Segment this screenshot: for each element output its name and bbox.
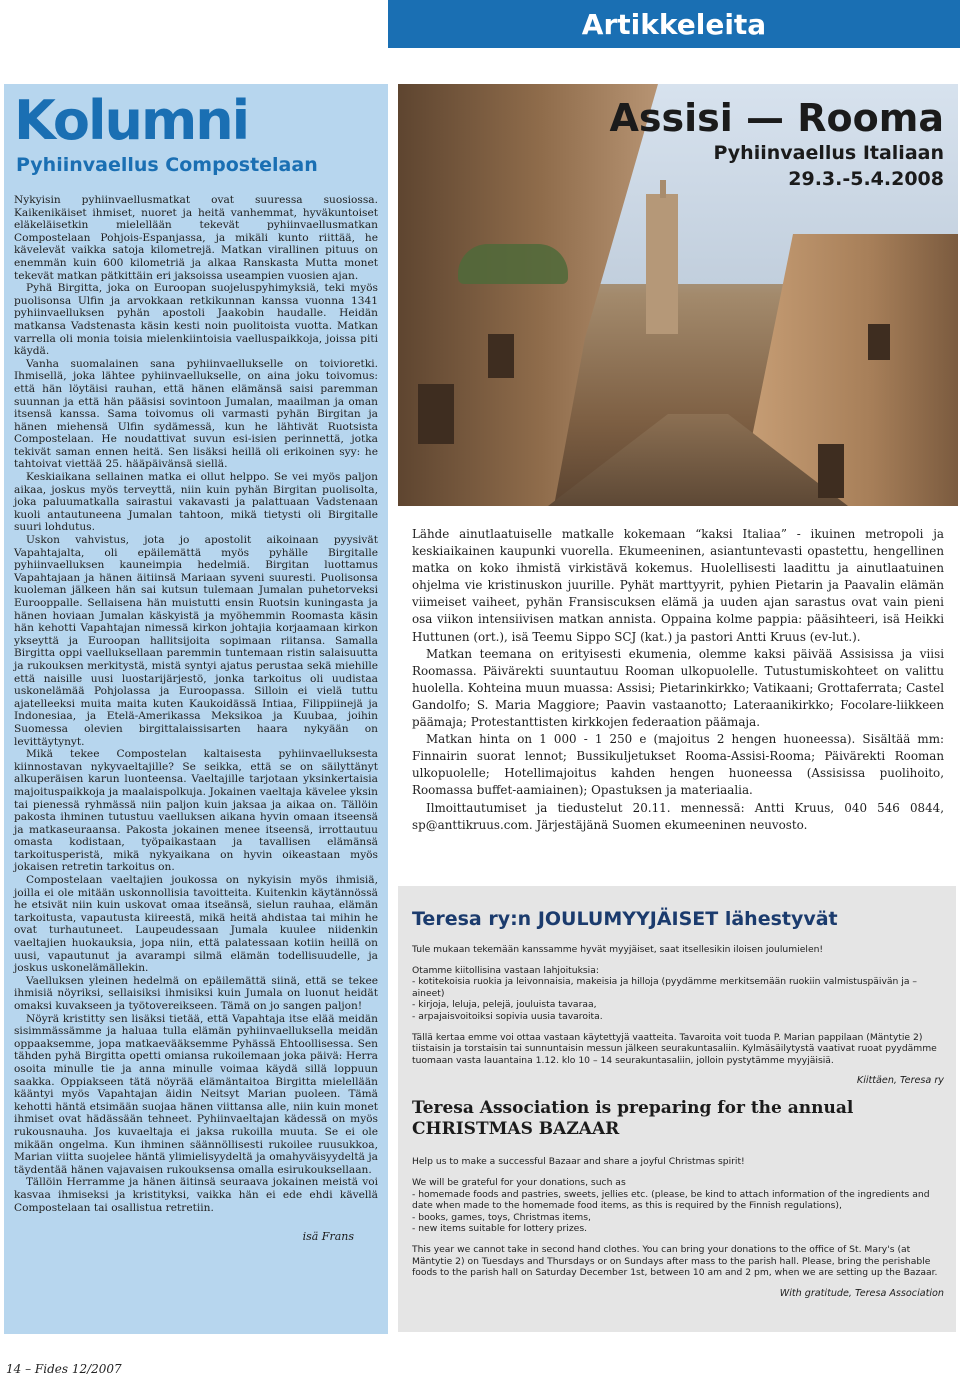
teresa-en-list-intro: We will be grateful for your donations, such as <box>412 1176 626 1188</box>
teresa-en-signature: With gratitude, Teresa Association <box>779 1287 944 1299</box>
trip-dates: 29.3.-5.4.2008 <box>788 168 944 190</box>
article-paragraph: Matkan teemana on erityisesti ekumenia, olemme kaksi päivää Assisissa ja viisi Roomassa. Päivärekti suuntautuu Rooman ulkopuolelle. Tutustumiskohteet on valittu huolella. Kohteina muun muassa: Assisi; Pietarinkirkko; Vatikaani; Grottaferrata; Castel Gandolfo; S. Maria Maggiore; Paavin vastaanotto; Lateraanikirkko; Focolare-liikkeen päämaja; Protestanttisten kirkkojen federaation päämaja. <box>412 646 944 730</box>
teresa-list-intro: Otamme kiitollisina vastaan lahjoituksia: <box>412 964 599 976</box>
column-paragraph: Nöyrä kristitty sen lisäksi tietää, että Vapahtaja itse elää meidän sisimmässämme ja haluaa tulla elämän pyhiinvaelluksella meidän oppaaksemme, jopa matkaevääksemme Pyhässä Ehtoollisessa. Sen tähden pyhä Birgitta opetti omiansa rukoilemaan joka päivä: Herra osoita minulle tie ja anna minulle voimaa käydä sillä loppuun saakka. Oppiakseen tätä nöyrää elämäntaitoa Birgitta mielellään kääntyi myös Vapahtajan äidin Neitsyt Marian puoleen. Tämä kehotti häntä etsimään suojaa hänen viittansa alle, niin kuin monet ihmiset ovat hädässään tehneet. Pyhiinvaeltajan kädessä on myös rukousnauha. Jos kuvaeltaja ei jaksa rukoilla muuta. Se ei ole mikään ongelma. Kun ihminen säännöllisesti rukoilee ruusukkoa, Marian viitta suojelee häntä ylimielisyydeltä ja omahyväisyydeltä ja täydentää hänen vajavaisen rukouksensa omalla esirukouksellaan. <box>14 1012 378 1176</box>
teresa-en-donation-list <box>412 1177 944 1235</box>
photo-tower-spire <box>660 180 666 198</box>
assisi-street-photo <box>398 84 958 506</box>
teresa-title: Teresa ry:n JOULUMYYJÄISET lähestyvät <box>412 908 838 930</box>
column-body <box>14 194 378 1214</box>
list-item: - kotitekoisia ruokia ja leivonnaisia, makeisia ja hilloja (pyydämme merkitsemään ruokiin valmistuspäivän ja –aineet) <box>412 976 917 999</box>
column-paragraph: Uskon vahvistus, jota jo apostolit aikoinaan pyysivät Vapahtajalta, oli epäilemättä myös pyhälle Birgitalle pyhiinvaelluksen kauneimpia hedelmiä. Birgitan luottamus Vapahtajaan ja hänen äitiinsä Mariaan syveni suuresti. Puolisonsa kuoleman jälkeen hän sai kutsun tulemaan Jumalan puhetorveksi Eurooppalle. Sellaisena hän muistutti ensin Ruotsin kuningasta ja hänen hoviaan Jumalan käskyistä ja myöhemmin Roomasta käsin hän kehotti Vapahtajan nimessä kirkon johtajia korjaamaan kirkon ykseyttä ja Euroopan hallitsijoita sopimaan riitansa. Samalla Birgitta oppi vaelluksellaan paremmin tuntemaan ristin salaisuutta ja rukouksen merkitystä, mistä syntyi ajatus perustaa sekä miehille että naisille uusi luostarijärjestö, jonka tarkoitus oli uudistaa uskonelämää Pohjolassa ja Euroopassa. Silloin ei vielä tuttu ajatelleeksi muita maita kuten Kaukoidässä Intiaa, Filippiinejä ja Indonesiaa, ja Etelä-Amerikassa Meksikoa ja Kuubaa, joihin Suomessa olevien birgittalaissisarten haara nykyään on levittäytynyt. <box>14 534 378 748</box>
photo-bell-tower <box>646 194 678 334</box>
teresa-en-note: This year we cannot take in second hand clothes. You can bring your donations to the office of St. Mary's (at Mäntytie 2) on Tuesdays and Thursdays or on Sundays after mass to the parish hall. Please, bring the perishable foods to the parish hall on Saturday December 1st, between 10 am and 2 pm, when we are setting up the Bazaar. <box>412 1243 938 1279</box>
header-bar <box>388 0 960 48</box>
teresa-bazaar-box <box>398 886 956 1332</box>
photo-flower-balcony <box>458 244 568 284</box>
column-paragraph: Mikä tekee Compostelan kaltaisesta pyhiinvaelluksesta kiinnostavan nykyvaeltajille? Se seikka, että se on säilyttänyt alkuperäisen karun luonteensa. Vaeltajille tarjotaan yksinkertaisia majoituspaikkoja ja maalaispolkuja. Jokainen vaeltaja kävelee yksin tai pienessä ryhmässä niin paljon kuin jaksaa ja aikaa on. Tällöin pakosta ihminen tutustuu vaelluksen aikana hyvin omaan itseensä ja matkaseuraansa. Pakosta jokainen menee itseensä, irrottautuu omasta kodistaan, työpaikastaan ja tavallisen elämänsä tarkoitusperistä, mikä nykyaikana on hyvin oikeastaan myös jokaisen retretin tarkoitus on. <box>14 748 378 874</box>
list-item: - arpajaisvoitoiksi sopivia uusia tavaroita. <box>412 1010 603 1022</box>
list-item: - books, games, toys, Christmas items, <box>412 1211 591 1223</box>
teresa-en-title: Teresa Association is preparing for the annual CHRISTMAS BAZAAR <box>412 1098 854 1140</box>
column-subtitle: Pyhiinvaellus Compostelaan <box>16 154 318 176</box>
column-paragraph: Vaelluksen yleinen hedelmä on epäilemättä siinä, että se tekee ihmisiä nöyriksi, sellaisiksi ihmisiksi kuin Jumala on luonut heidät omaksi kuvakseen ja työtovereikseen. Tämä on jo sangen paljon! <box>14 974 378 1012</box>
photo-window <box>488 334 514 378</box>
column-paragraph: Compostelaan vaeltajien joukossa on nykyisin myös ihmisiä, joilla ei ole mitään uskonnollisia tavoitteita. Kuitenkin käytännössä he etsivät niin kuin uskovat omaa itseänsä, sielun rauhaa, elämän tarkoitusta, vapautusta kiireestä, mikä heitä ahdistaa tai mihin he ovat turhautuneet. Laupeudessaan Jumala kuulee niidenkin vaeltajien huokauksia, jopa niin, että palatessaan kotiin heillä on uusi, vapautunut ja avarampi silmä elämän todellisuudelle, ja joskus uskonelämällekin. <box>14 874 378 975</box>
article-paragraph: Matkan hinta on 1 000 - 1 250 e (majoitus 2 hengen huoneessa). Sisältää mm: Finnairin suorat lennot; Bussikuljetukset Rooma-Assisi-Rooma; Päivärekti Rooman ulkopuolelle; Hotellimajoitus kahden hengen huoneessa (Assisissa puolihoito, Roomassa buffet-aamiainen); Opastuksen ja materiaalia. <box>412 732 944 798</box>
trip-subtitle: Pyhiinvaellus Italiaan <box>713 142 944 164</box>
column-panel <box>4 84 388 1334</box>
list-item: - kirjoja, leluja, pelejä, jouluista tavaraa, <box>412 999 597 1011</box>
trip-article <box>412 526 944 834</box>
section-title: Artikkeleita <box>581 8 767 41</box>
column-paragraph: Vanha suomalainen sana pyhiinvaellukselle on toivioretki. Ihmisellä, joka lähtee pyhiinvaellukselle, on aina joku toivomus: että hän löytäisi rauhan, että hänen elämänsä saisi paremman suunnan ja että hän pääsisi sovintoon Jumalan, maailman ja oman itsensä kanssa. Sama toivomus oli varmasti pyhän Birgitan ja hänen miehensä Ulfin sydämessä, kun he lähtivät Ruotsista Compostelaan. He noudattivat suvun esi-isien perinnettä, jotka tekivät saman ennen heitä. Sen lisäksi heillä oli erikoinen syy: he tahtoivat viettää 25. hääpäivänsä siellä. <box>14 357 378 471</box>
photo-doorway <box>818 444 844 498</box>
teresa-donation-list <box>412 965 944 1023</box>
column-paragraph: Tällöin Herramme ja hänen äitinsä seuraava jokainen meistä voi kasvaa ihmiseksi ja kristityksi, vaikka hän ei ede ehdi kävellä Compostelaan tai osallistua retretiin. <box>14 1176 378 1214</box>
teresa-note: Tällä kertaa emme voi ottaa vastaan käytettyjä vaatteita. Tavaroita voit tuoda P. Marian pappilaan (Mäntytie 2) tiistaisin ja torstaisin tai sunnuntaisin messun jälkeen seurakuntasaliin. Kylmäsäilytystä vaativat ruoat pyydämme tuomaan vasta lauantaina 1.12. klo 10 – 14 seurakuntasaliin, jolloin pystytämme myyjäisiä. <box>412 1031 937 1066</box>
page-footer: 14 – Fides 12/2007 <box>6 1362 122 1376</box>
teresa-intro: Tule mukaan tekemään kanssamme hyvät myyjäiset, saat itsellesikin iloisen joulumielen! <box>412 944 824 955</box>
teresa-en-intro: Help us to make a successful Bazaar and share a joyful Christmas spirit! <box>412 1156 745 1168</box>
column-title: Kolumni <box>14 89 249 152</box>
column-signature: isä Frans <box>302 1230 354 1244</box>
list-item: - new items suitable for lottery prizes. <box>412 1223 588 1235</box>
trip-title: Assisi — Rooma <box>609 96 944 140</box>
column-paragraph: Nykyisin pyhiinvaellusmatkat ovat suuressa suosiossa. Kaikenikäiset ihmiset, nuoret ja heitä vanhemmat, hyväkuntoiset eläkeläisetkin mielellään tekevät pyhiinvaellusmatkan Compostelaan Pohjois-Espanjassa, ja mikäli kunto riittää, he kävelevät vaikka satoja kilometrejä. Matkan virallinen pituus on enemmän kuin 600 kilometriä ja alkaa Ranskasta Mutta monet tekevät matkan pätkittäin eri jaksoissa useampien vuosien ajan. <box>14 194 378 282</box>
article-paragraph: Ilmoittautumiset ja tiedustelut 20.11. mennessä: Antti Kruus, 040 546 0844, sp@anttikruus.com. Järjestäjänä Suomen ekumeeninen neuvosto. <box>412 800 944 832</box>
column-paragraph: Pyhä Birgitta, joka on Euroopan suojeluspyhimyksiä, teki myös puolisonsa Ulfin ja arvokkaan retkikunnan kanssa vuonna 1341 pyhiinvaelluksen pyhän apostoli Jaakobin haudalle. Heidän matkansa Vadstenasta käsin kesti noin puolitoista vuotta. Matkan varrella oli monia toisia mielenkiintoisia vaelluspaikkoja, joissa piti käydä. <box>14 282 378 358</box>
article-paragraph: Lähde ainutlaatuiselle matkalle kokemaan “kaksi Italiaa” - ikuinen metropoli ja keskiaikainen kaupunki vuorella. Ekumeeninen, asiantuntevasti opastettu, hengellinen matka on koko ihmistä virkistävä kokemus. Huolellisesti laadittu ja ainutlaatuinen ohjelma vie kristinuskon juurille. Pyhät marttyyrit, pyhien Pietarin ja Paavalin elämän viimeiset vaiheet, pyhän Fransiscuksen elämä ja uuden ajan sarastus ovat vain pieni osa viikon intensiivisen matkan annista. Oppaina kolme pappia: pääsihteeri, isä Heikki Huttunen (ort.), isä Teemu Sippo SCJ (kat.) ja pastori Antti Kruus (ev-lut.). <box>412 527 944 644</box>
teresa-signature: Kiittäen, Teresa ry <box>856 1075 944 1087</box>
column-paragraph: Keskiaikana sellainen matka ei ollut helppo. Se vei myös paljon aikaa, joskus myös terveyttä, niin kuin pyhän Birgitan puolisolta, joka paluumatkalla sairastui vakavasti ja palattuaan Vadstenaan kuoli antautuneena Jumalan tahtoon, mikä tietysti oli Birgitalle suuri lohdutus. <box>14 471 378 534</box>
list-item: - homemade foods and pastries, sweets, jellies etc. (please, be kind to attach information of the ingredients and date when made to the homemade food items, as this is required by the Finnish regulations), <box>412 1188 930 1212</box>
photo-window <box>418 384 454 444</box>
photo-window <box>868 324 890 360</box>
